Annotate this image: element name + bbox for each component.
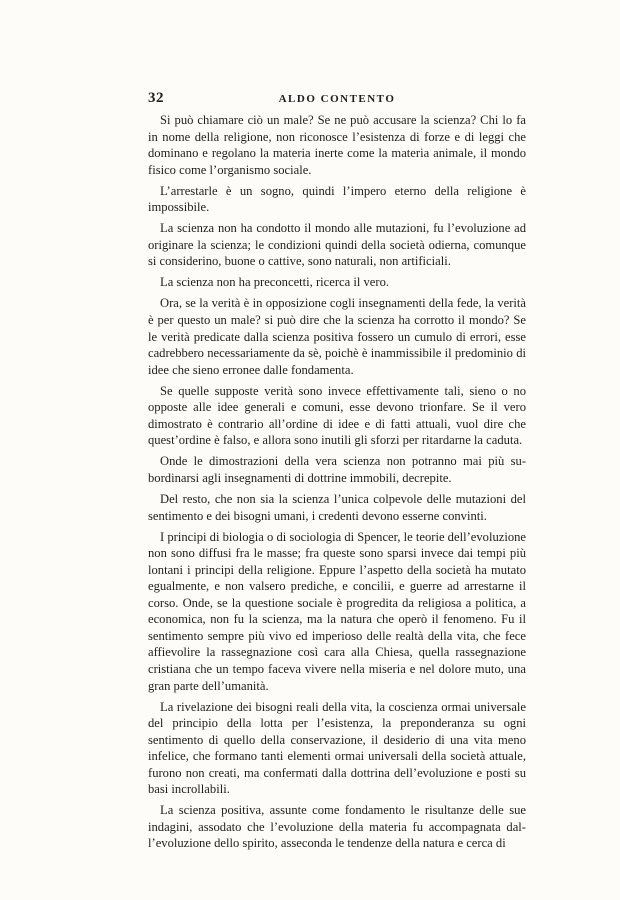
running-head (148, 90, 526, 110)
book-page (148, 90, 526, 856)
running-title: ALDO CONTENTO (278, 93, 396, 105)
paragraph: Se quelle supposte verità sono invece effettivamente tali, sieno o no opposte alle idee generali e comuni, esse devono trionfare. Se il vero dimostrato è contrario all’ordine di idee e di fatti attuali, vuol dire che quest’ordine è falso, e allora sono inutili gli sforzi per ritardarne la caduta. (148, 383, 526, 448)
paragraph: La scienza non ha preconcetti, ricerca il vero. (160, 275, 390, 290)
paragraph: La scienza positiva, assunte come fondamento le risultanze delle sue indagini, assodato che l’evoluzione della materia fu accompagnata dall’evoluzione dello spirito, asseconda le tendenze della natura e cerca di (148, 803, 526, 851)
paragraph: L’arrestarle è un sogno, quindi l’impero eterno della religione è impossibile. (148, 183, 526, 215)
body-text (148, 112, 526, 852)
paragraph: Onde le dimostrazioni della vera scienza non potranno mai più subordinarsi agli insegnamenti di dottrine immobili, decrepite. (148, 454, 526, 485)
paragraph: Del resto, che non sia la scienza l’unica colpevole delle mutazioni del sentimento e dei bisogni umani, i credenti devono esserne convinti. (148, 491, 526, 523)
paragraph: I principi di biologia o di sociologia di Spencer, le teorie dell’evoluzione non sono diffusi fra le masse; fra queste sono sparsi invece dai tempi più lontani i principi della religione. Eppure l’aspetto della società ha mutato egualmente, e non valsero prediche, e concilii, e guerre ad arrestarne il corso. Onde, se la questione sociale è progredita da religiosa a politica, a economica, non fu la scienza, ma la natura che operò il fenomeno. Fu il sentimento sempre più vivo ed imperioso delle realtà della vita, che fece affievolire la rassegnazione così cara alla Chiesa, quella rassegnazione cristiana che un tempo faceva vivere nella miseria e nel dolore muto, una gran parte dell’umanità. (148, 529, 527, 693)
paragraph: La rivelazione dei bisogni reali della vita, la coscienza ormai universale del principio della lotta per l’esistenza, la preponderanza su ogni sentimento di quello della conservazione, il desiderio di una vita meno infelice, che formano tanti elementi ormai universali della società attuale, furono non creati, ma confermati dalla dottrina dell’evoluzione e posti su basi incrollabili. (148, 699, 526, 797)
paragraph: La scienza non ha condotto il mondo alle mutazioni, fu l’evoluzione ad originare la scienza; le condizioni quindi della società odierna, comunque si considerino, buone o cattive, sono naturali, non artificiali. (148, 221, 526, 269)
page-number: 32 (148, 90, 164, 106)
paragraph: Si può chiamare ciò un male? Se ne può accusare la scienza? Chi lo fa in nome della religione, non riconosce l’esistenza di forze e di leggi che dominano e regolano la materia inerte come la materia animale, il mondo fisico come l’organismo sociale. (148, 113, 526, 177)
paragraph: Ora, se la verità è in opposizione cogli insegnamenti della fede, la verità è per questo un male? si può dire che la scienza ha corrotto il mondo? Se le verità predicate dalla scienza positiva fossero un cumulo di errori, esse cadrebbero necessariamente da sè, poichè è inammissibile il predominio di idee che sieno erronee dalle fondamenta. (148, 296, 526, 377)
